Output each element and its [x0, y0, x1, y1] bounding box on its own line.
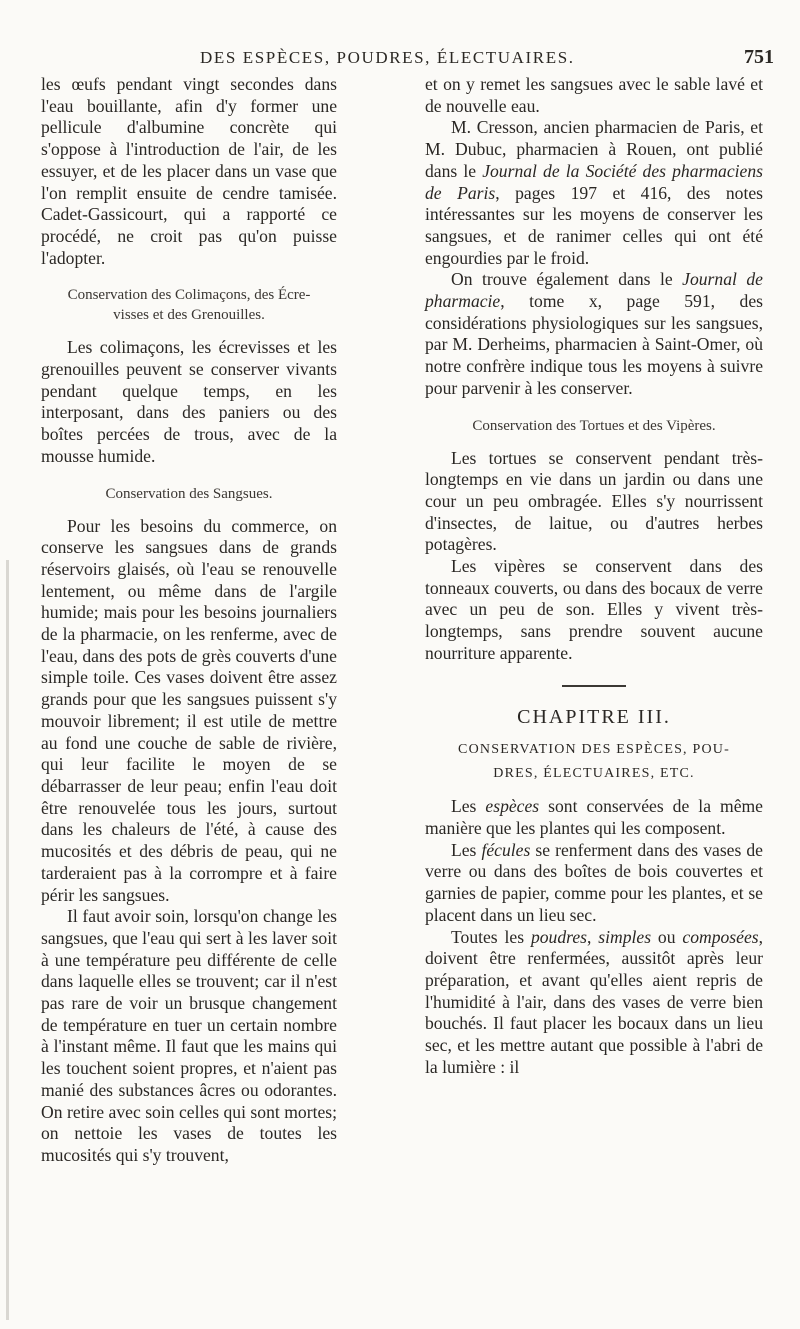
left-column — [41, 74, 337, 1167]
page-header — [0, 46, 800, 74]
text-run: M. Cresson, ancien pharmacien de Paris, et M. Dubuc, pharmacien à Rouen, ont publié dans le — [425, 117, 763, 181]
emphasis: poudres — [530, 926, 587, 947]
text-run: sont conservées de la même manière que les plantes qui les composent. — [425, 796, 763, 838]
page-number: 751 — [744, 46, 774, 68]
paragraph-sangsues-continued: et on y remet les sangsues avec le sable lavé et de nouvelle eau. — [425, 74, 763, 116]
section-heading-colimacons-line2: visses et des Grenouilles. — [113, 307, 265, 324]
text-run: Les — [451, 839, 482, 860]
paragraph-tortues: Les tortues se conservent pendant très-longtemps en vie dans un jardin ou dans une cour un peu ombragée. Elles s'y nourrissent d'insectes, de laitue, ou d'autres herbes potagères. — [425, 447, 763, 555]
running-head: DES ESPÈCES, POUDRES, ÉLECTUAIRES. — [200, 48, 575, 67]
emphasis: fécules — [481, 839, 531, 860]
paragraph-poudres — [425, 927, 763, 1079]
journal-title: Journal de la Société des pharmaciens de Paris — [425, 160, 763, 203]
paragraph-sangsues-1: Pour les besoins du commerce, on conserve les sangsues dans de grands réservoirs glaisés, où l'eau se renouvelle lentement, ou même dans de l'argile humide; mais pour les besoins journaliers de la pharmacie, on les renferme, avec de l'eau, dans des pots de grès couverts d'une simple toile. Ces vases doivent être assez grands pour que les sangsues puissent s'y mouvoir librement; il est utile de mettre au fond une couche de sable de rivière, qui leur facilite le moyen de se débarrasser de leur peau; enfin l'eau doit être renouvelée tous les jours, surtout dans les chaleurs de l'été, à cause des mucosités et des débris de peau, qui ne tarderaient pas à la corrompre et à faire périr les sangsues. — [41, 515, 337, 905]
text-run: Les — [451, 796, 486, 817]
chapter-subtitle — [425, 738, 763, 786]
chapter-title: CHAPITRE III. — [517, 705, 671, 728]
section-heading-colimacons-line1: Conservation des Colimaçons, des Écre- — [67, 287, 311, 304]
section-divider — [562, 685, 626, 687]
chapter-subtitle-line1: CONSERVATION DES ESPÈCES, POU- — [458, 742, 730, 758]
text-run: On trouve également dans le — [451, 269, 683, 290]
text-run: , tome x, page 591, des considérations physiologiques sur les sangsues, par M. Derheims, pharmacien à Saint-Omer, où notre confrère indique tous les moyens à suivre pour parvenir à les conserver. — [425, 291, 763, 398]
paragraph-especes — [425, 796, 763, 839]
emphasis: simples — [598, 926, 652, 947]
emphasis: composées — [682, 926, 759, 947]
paragraph-derheims — [425, 269, 763, 399]
paragraph-eggs-continued: les œufs pendant vingt secondes dans l'eau bouillante, afin d'y former une pellicule d'albumine concrète qui s'oppose à l'introduction de l'air, de les essuyer, et de les placer dans un vase que l'on remplit ensuite de cendre tamisée. Cadet-Gassicourt, qui a rapporté ce procédé, ne croit pas qu'on puisse l'adopter. — [41, 74, 337, 268]
section-heading-colimacons — [41, 285, 337, 325]
chapter-subtitle-line2: DRES, ÉLECTUAIRES, ETC. — [493, 766, 695, 782]
paragraph-colimacons: Les colimaçons, les écrevisses et les grenouilles peuvent se conserver vivants pendant quelque temps, en les interposant, dans des paniers ou des boîtes percées de trous, avec de la mousse humide. — [41, 337, 337, 466]
section-heading-tortues: Conservation des Tortues et des Vipères. — [472, 417, 716, 434]
paragraph-viperes: Les vipères se conservent dans des tonneaux couverts, ou dans des bocaux de verre avec un peu de son. Elles y vivent très-longtemps, sans prendre souvent aucune nourriture apparente. — [425, 556, 763, 663]
text-run: , — [587, 926, 599, 947]
emphasis: espèces — [485, 796, 540, 817]
text-run: , doivent être renfermées, aussitôt après leur préparation, et avant qu'elles aient repris de l'humidité à l'air, dans des vases de verre bien bouchés. Il faut placer les bocaux dans un lieu sec, et les mettre autant que possible à l'abri de la lumière : il — [425, 926, 764, 1077]
text-run: Toutes les — [451, 926, 531, 947]
section-heading-sangsues: Conservation des Sangsues. — [105, 485, 273, 502]
text-run: se renferment dans des vases de verre ou dans des boîtes de bois couvertes et garnies de papier, comme pour les plantes, et se placent dans un lieu sec. — [425, 839, 763, 925]
journal-title: Journal de pharmacie — [425, 269, 763, 312]
paragraph-cresson — [425, 117, 763, 269]
text-run: ou — [651, 926, 683, 947]
text-run: , pages 197 et 416, des notes intéressantes sur les moyens de conserver les sangsues, et de ranimer celles qui ont été engourdies par le froid. — [425, 182, 763, 268]
page-edge-shadow — [6, 560, 9, 1320]
paragraph-sangsues-2: Il faut avoir soin, lorsqu'on change les sangsues, que l'eau qui sert à les laver soit à une température peu différente de celle dans laquelle elles se trouvent; car il n'est pas rare de voir un brusque changement de température en tuer un certain nombre à l'instant même. Il faut que les mains qui les touchent soient propres, et n'aient pas manié des substances âcres ou odorantes. On retire avec soin celles qui sont mortes; on nettoie les vases de toutes les mucosités qui s'y trouvent, — [41, 906, 337, 1165]
paragraph-fecules — [425, 840, 763, 927]
right-column — [425, 74, 763, 1078]
